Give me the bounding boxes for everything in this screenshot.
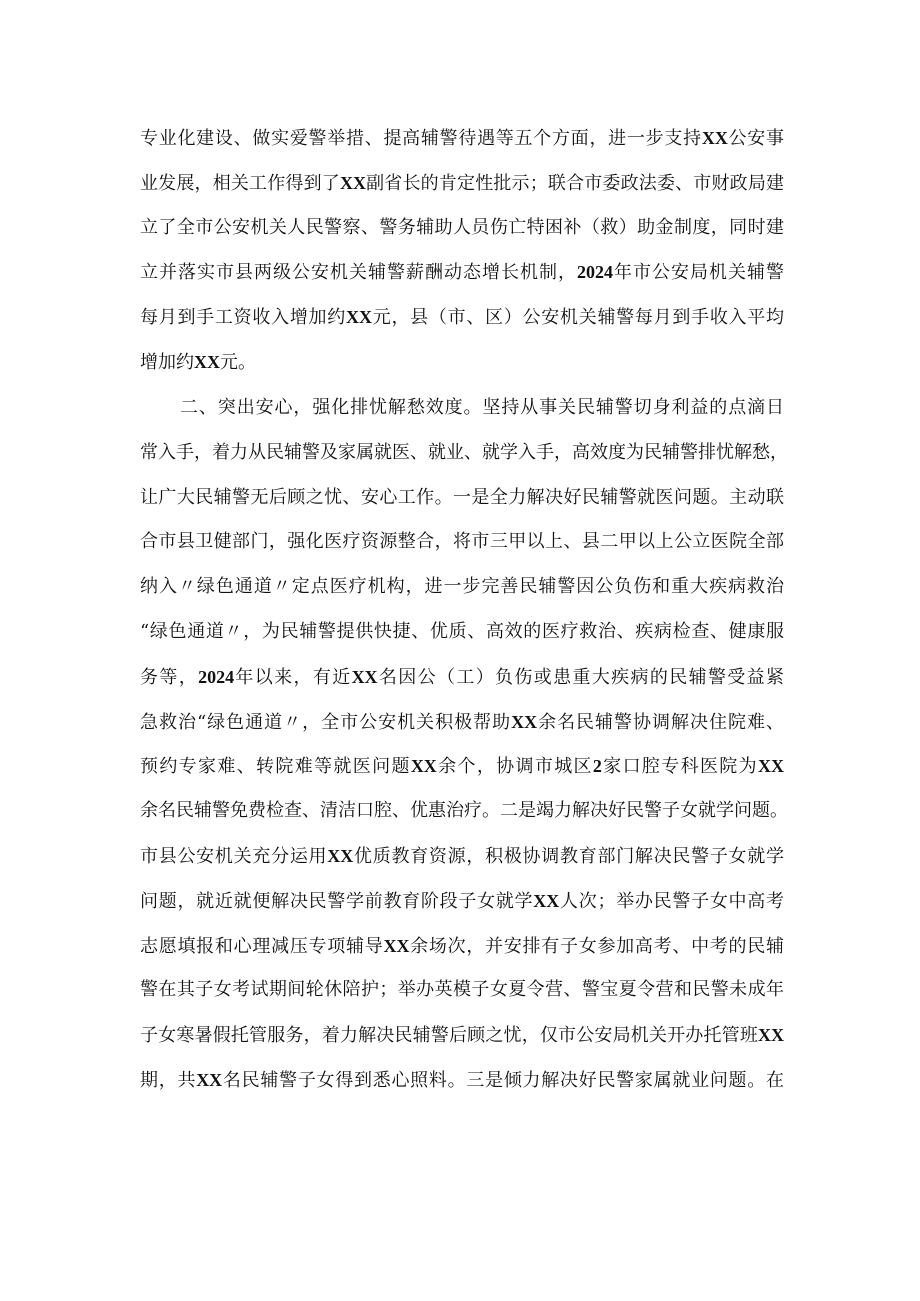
text-line: 警在其子女考试期间轮休陪护；举办英模子女夏令营、警宝夏令营和民警未成年	[140, 979, 784, 1001]
bold-token: 2024	[198, 666, 235, 687]
text-line: 让广大民辅警无后顾之忧、安心工作。一是全力解决好民辅警就医问题。主动联	[140, 486, 784, 508]
paragraph-section-two	[140, 386, 788, 1103]
bold-token: XX	[194, 351, 220, 372]
paragraph-policy-support	[140, 116, 784, 385]
bold-token: 2	[592, 756, 602, 777]
bold-token: XX	[339, 172, 366, 193]
text-line: 合市县卫健部门，强化医疗资源整合，将市三甲以上、县二甲以上公立医院全部	[140, 531, 784, 553]
section-heading-line: 二、突出安心，强化排忧解愁效度。坚持从事关民辅警切身利益的点滴日	[180, 397, 784, 418]
text-line: 立并落实市县两级公安机关辅警薪酬动态增长机制，2024年市公安局机关辅警	[140, 262, 784, 284]
text-line: 预约专家难、转院难等就医问题XX余个，协调市城区2家口腔专科医院为XX	[140, 756, 784, 778]
bold-token: XX	[327, 845, 354, 866]
text-line: 市县公安机关充分运用XX优质教育资源，积极协调教育部门解决民警子女就学	[140, 845, 785, 867]
bold-token: 2024	[577, 262, 613, 283]
bold-token: XX	[511, 711, 538, 732]
bold-token: XX	[758, 756, 784, 777]
text-line: 专业化建设、做实爱警举措、提高辅警待遇等五个方面，进一步支持XX公安事	[140, 128, 785, 149]
bold-token: XX	[410, 756, 437, 777]
text-line: 子女寒暑假托管服务，着力解决民辅警后顾之忧，仅市公安局机关开办托管班XX	[140, 1025, 784, 1047]
text-line: 志愿填报和心理减压专项辅导XX余场次，并安排有子女参加高考、中考的民辅	[140, 935, 784, 957]
text-line: 常入手，着力从民辅警及家属就医、就业、就学入手，高效度为民辅警排忧解愁，	[140, 441, 788, 463]
bold-token: XX	[758, 1025, 784, 1046]
text-line: 期，共XX名民辅警子女得到悉心照料。三是倾力解决好民警家属就业问题。在	[140, 1069, 785, 1091]
text-line: 余名民辅警免费检查、清洁口腔、优惠治疗。二是竭力解决好民警子女就学问题。	[140, 800, 788, 822]
text-line: 业发展，相关工作得到了XX副省长的肯定性批示；联合市委政法委、市财政局建	[140, 172, 785, 194]
text-line: 务等，2024年以来，有近XX名因公（工）负伤或患重大疾病的民辅警受益紧	[140, 666, 785, 688]
bold-token: XX	[351, 666, 378, 687]
bold-token: XX	[346, 307, 372, 328]
text-line: 问题，就近就便解决民警学前教育阶段子女就学XX人次；举办民警子女中高考	[140, 890, 785, 912]
bold-token: XX	[701, 128, 728, 148]
bold-token: XX	[383, 935, 410, 956]
text-line: “绿色通道〃，为民辅警提供快捷、优质、高效的医疗救治、疾病检查、健康服	[140, 620, 784, 642]
text-line: 急救治“绿色通道〃，全市公安机关积极帮助XX余名民辅警协调解决住院难、	[140, 711, 784, 733]
text-line: 立了全市公安机关人民警察、警务辅助人员伤亡特困补（救）助金制度，同时建	[140, 216, 784, 238]
text-line: 纳入〃绿色通道〃定点医疗机构，进一步完善民辅警因公负伤和重大疾病救治	[140, 576, 784, 598]
bold-token: XX	[196, 1069, 223, 1090]
bold-token: XX	[533, 890, 560, 911]
text-line: 每月到手工资收入增加约XX元，县（市、区）公安机关辅警每月到手收入平均	[140, 307, 784, 329]
text-line: 增加约XX元。	[140, 351, 256, 373]
